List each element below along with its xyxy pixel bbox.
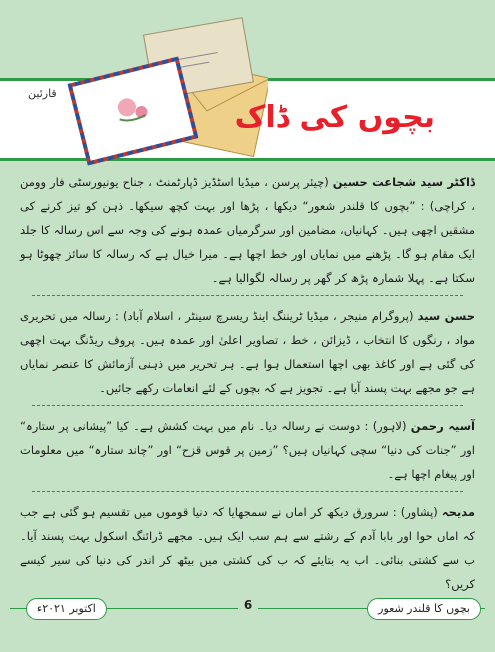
letter-text: (لاہور) : دوست نے رسالہ دیا۔ نام میں بہت کشش ہے۔ کیا ”پیشانی پر ستارہ“ اور ”جنات کی دنیا“ سچی کہانیاں ہیں؟ ”زمین پر قوس قزح“ اور ”چاند ستارہ“ میں معلومات اور پیغام اچھا ہے۔ (20, 419, 475, 481)
readers-label: قارئین (28, 87, 57, 100)
letter-separator (32, 491, 463, 492)
footer-issue-date: اکتوبر ۲۰۲۱ء (26, 598, 107, 620)
letter-author: ڈاکٹر سید شجاعت حسین (332, 175, 476, 189)
envelopes-illustration (58, 16, 268, 166)
letter-author: حسن سید (417, 309, 475, 323)
footer-magazine-name: بچوں کا قلندر شعور (367, 598, 481, 620)
page-title: بچوں کی ڈاک (234, 100, 435, 135)
letters-section (20, 170, 475, 596)
page-number: 6 (238, 598, 258, 612)
letter (20, 414, 475, 486)
letter (20, 304, 475, 400)
letter-separator (32, 405, 463, 406)
letter-author: مدیحہ (441, 505, 475, 519)
letter-text: (پشاور) : سرورق دیکھ کر اماں نے سمجھایا کہ دنیا قوموں میں تقسیم ہو گئی ہے جب کہ اماں حوا اور بابا آدم کے رشتے سے ہم سب ایک ہیں۔ مجھے ڈرائنگ اسکول بہت پسند آیا۔ ب سے کشتی بنائی۔ اب یہ بتایئے کہ ب کی کشتی میں بیٹھ کر اندر کی دنیا کی سیر کیسے کریں؟ (20, 505, 475, 591)
letter-separator (32, 295, 463, 296)
letter-author: آسیہ رحمن (410, 419, 475, 433)
letter-text: (پروگرام منیجر ، میڈیا ٹریننگ اینڈ ریسرچ سینٹر ، اسلام آباد) : رسالہ میں تحریری مواد ، رنگوں کا انتخاب ، ڈیزائن ، خط ، تصاویر اعلیٰ اور عمدہ ہیں۔ پروف ریڈنگ بہت اچھی کی گئی ہے اور کاغذ بھی اچھا استعمال ہوا ہے۔ ہر تحریر میں ذہنی آزمائش کا عنصر نمایاں ہے جو مجھے بہت پسند آیا ہے۔ تجویز ہے کہ بچوں کے لئے انعامات رکھے جائیں۔ (20, 309, 475, 395)
letter (20, 170, 475, 290)
page-footer (0, 590, 495, 652)
letter-text: (چیئر پرسن ، میڈیا اسٹڈیز ڈپارٹمنٹ ، جناح یونیورسٹی فار وومن ، کراچی) : ”بچوں کا قلندر شعور“ دیکھا ، پڑھا اور بہت کچھ سیکھا۔ ذہن کو تیز کرنے کی مشقیں اچھی ہیں۔ کہانیاں، مضامین اور سرگرمیاں عمدہ ہونے کی وجہ سے اس رسالہ کا جلد ایک مقام ہو گا۔ پڑھنے میں نمایاں اور خط اچھا ہے۔ میرا خیال ہے کہ رسالہ کا سائز چھوٹا ہو سکتا ہے۔ پہلا شمارہ پڑھ کر گھر پر رسالہ لگوالیا ہے۔ (20, 175, 475, 285)
letter (20, 500, 475, 596)
